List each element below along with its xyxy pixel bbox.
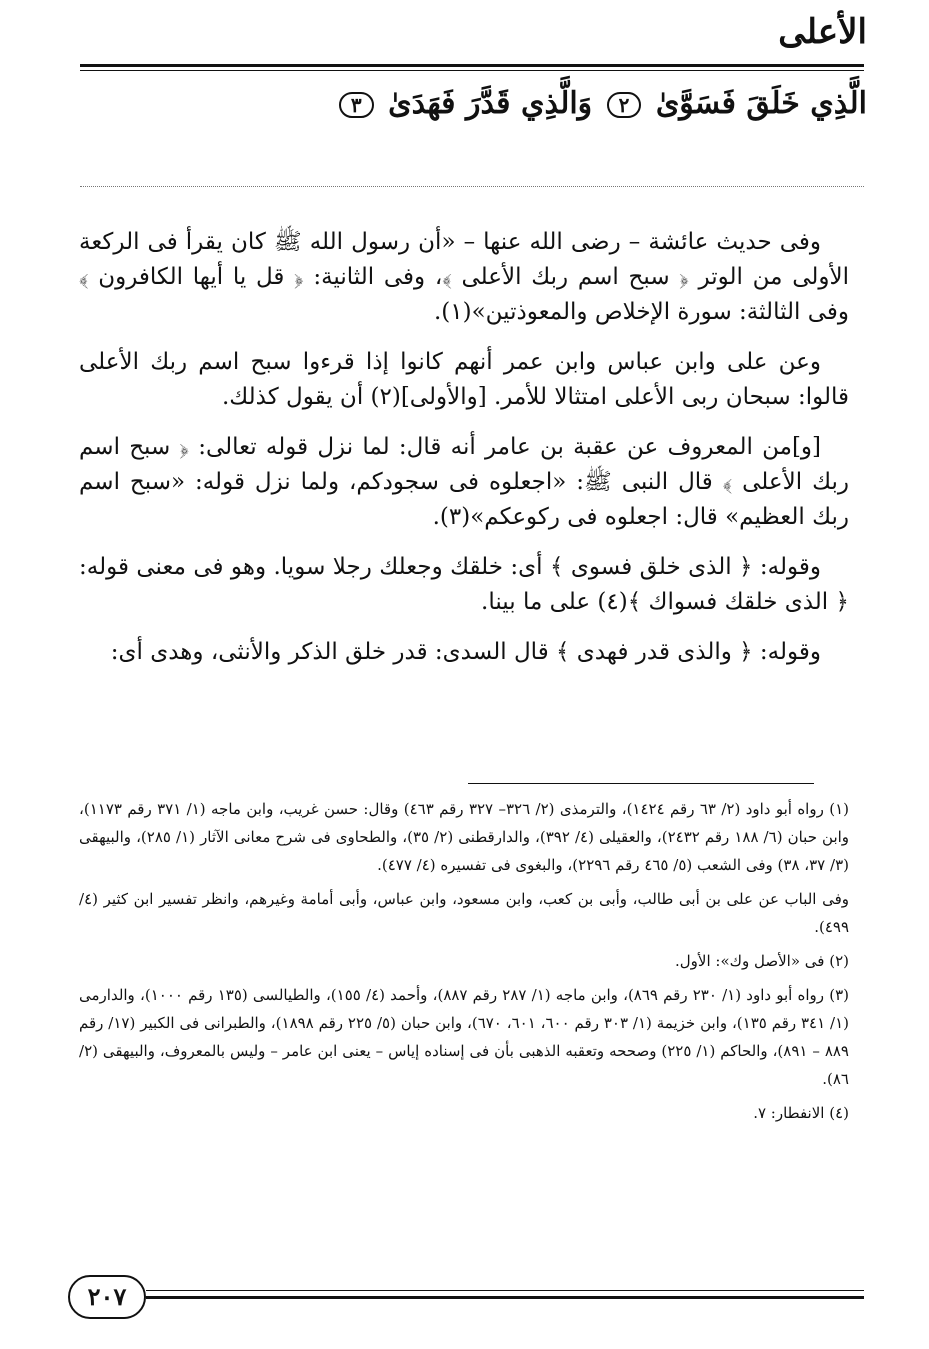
section-divider (80, 186, 864, 187)
footnote: (٤) الانفطار: ٧. (753, 1104, 849, 1122)
header-rule-thin (80, 70, 864, 71)
footer-rule-thin (146, 1290, 864, 1291)
header-rule-thick (80, 64, 864, 67)
verse-part-2: وَالَّذِي قَدَّرَ فَهَدَىٰ (388, 86, 593, 121)
footnotes (79, 795, 849, 1133)
body-paragraph: وقوله: ﴿ والذى قدر فهدى ﴾ قال السدى: قدر خلق الذكر والأنثى، وهدى أى: (110, 639, 821, 665)
footnote: (٣) رواه أبو داود (١/ ٢٣٠ رقم ٨٦٩)، وابن ماجه (١/ ٢٨٧ رقم ٨٨٧)، وأحمد (٤/ ١٥٥)، والطيالسى (١٣٥ رقم ١٠٠٠)، والدارمى (١/ ٣٤١ رقم ١٣٥)، وابن خزيمة (١/ ٣٠٣ رقم ٦٠٠، ٦٠١، ٦٧٠)، وابن حبان (٥/ ٢٢٥ رقم ١٨٩٨)، والطبرانى فى الكبير (١٧/ رقم ٨٨٩ – ٨٩١)، والحاكم (١/ ٢٢٥) وصححه وتعقبه الذهبى بأن فى إسناده إياس – يعنى ابن عامر – وليس بالمعروف، والبيهقى (٢/ ٨٦). (79, 986, 850, 1088)
ayah-number-marker: ٣ (339, 92, 374, 118)
footnote-separator (468, 783, 814, 784)
body-paragraph: [و]من المعروف عن عقبة بن عامر أنه قال: لما نزل قوله تعالى: ﴿ سبح اسم ربك الأعلى ﴾ قال النبى ﷺ: «اجعلوه فى سجودكم، ولما نزل قوله: «سبح اسم ربك العظيم» قال: اجعلوه فى ركوعكم»(٣). (79, 434, 849, 530)
verse-part-1: الَّذِي خَلَقَ فَسَوَّىٰ (655, 86, 867, 121)
body-paragraph: وعن على وابن عباس وابن عمر أنهم كانوا إذا قرءوا سبح اسم ربك الأعلى قالوا: سبحان ربى الأعلى امتثالا للأمر. [والأولى](٢) أن يقول كذلك. (79, 349, 849, 410)
page-number: ٢٠٧ (68, 1275, 146, 1319)
footnote: (١) رواه أبو داود (٢/ ٦٣ رقم ١٤٢٤)، والترمذى (٢/ ٣٢٦– ٣٢٧ رقم ٤٦٣) وقال: حسن غريب، وابن ماجه (١/ ٣٧١ رقم ١١٧٣)، وابن حبان (٦/ ١٨٨ رقم ٢٤٣٢)، والعقيلى (٤/ ٣٩٢)، والدارقطنى (٢/ ٣٥)، والطحاوى فى شرح معانى الآثار (١/ ٢٨٥)، والبيهقى (٣/ ٣٧، ٣٨) وفى الشعب (٥/ ٤٦٥ رقم ٢٢٩٦)، والبغوى فى تفسيره (٤/ ٤٧٧). (79, 800, 850, 874)
ayah-number-marker: ٢ (607, 92, 642, 118)
running-header-title: الأعلى (778, 12, 867, 52)
footnote: (٢) فى «الأصل وك»: الأول. (675, 952, 849, 970)
body-paragraph: وفى حديث عائشة – رضى الله عنها – «أن رسول الله ﷺ كان يقرأ فى الركعة الأولى من الوتر ﴿ سبح اسم ربك الأعلى ﴾، وفى الثانية: ﴿ قل يا أيها الكافرون ﴾ وفى الثالثة: سورة الإخلاص والمعوذتين»(١). (79, 229, 849, 325)
footer-rule-thick (146, 1296, 864, 1299)
quran-verse-line (67, 82, 867, 126)
body-paragraph: وقوله: ﴿ الذى خلق فسوى ﴾ أى: خلقك وجعلك رجلا سويا. وهو فى معنى قوله: ﴿ الذى خلقك فسواك ﴾(٤) على ما بينا. (79, 554, 849, 615)
footnote: وفى الباب عن على بن أبى طالب، وأبى بن كعب، وابن مسعود، وابن عباس، وأبى أمامة وغيرهم، وانظر تفسير ابن كثير (٤/ ٤٩٩). (79, 890, 849, 936)
commentary-body (79, 225, 849, 685)
